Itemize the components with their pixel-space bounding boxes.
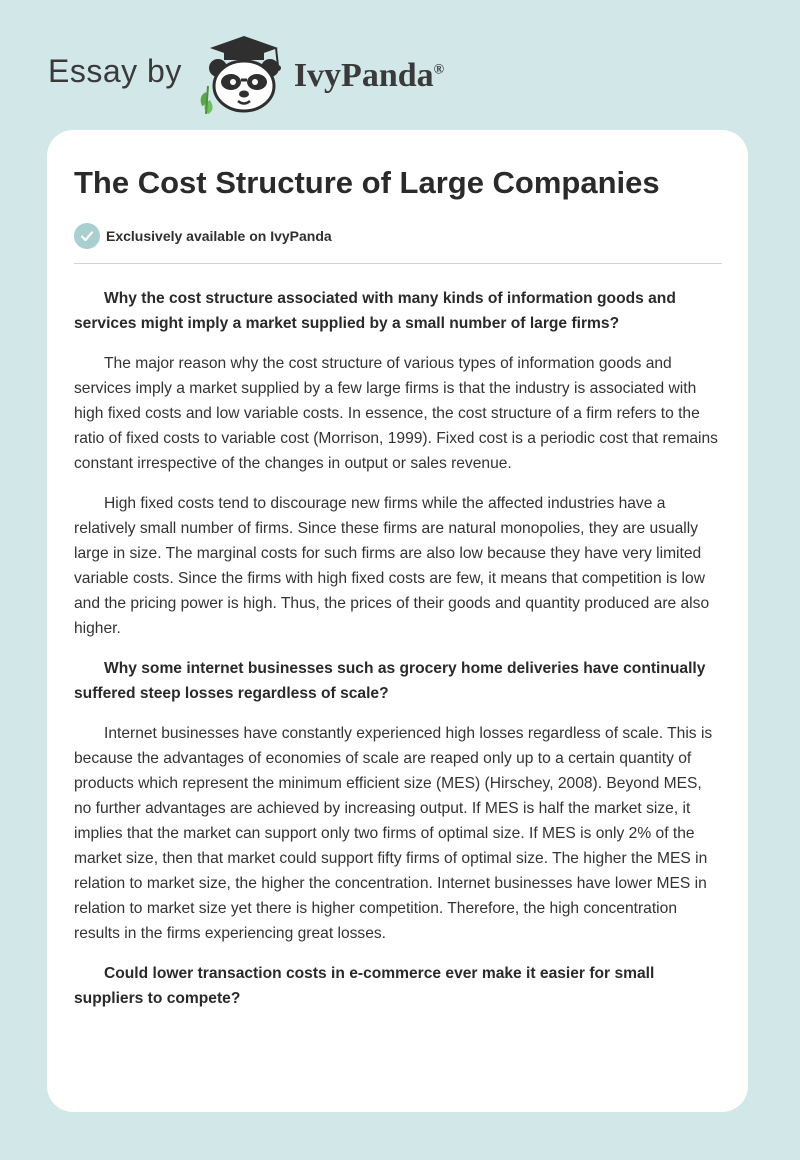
essay-content: [74, 286, 722, 1011]
body-paragraph: High fixed costs tend to discourage new firms while the affected industries have a relatively small number of firms. Since these firms are natural monopolies, they are usually large in size. The marginal costs for such firms are also low because they have very limited variable costs. Since the firms with high fixed costs are few, it means that competition is low and the pricing power is high. Thus, the prices of their goods and quantity produced are also higher.: [74, 495, 710, 638]
exclusive-badge: [74, 223, 722, 249]
body-paragraph: The major reason why the cost structure of various types of information goods and services imply a market supplied by a few large firms is that the industry is associated with high fixed costs and low variable costs. In essence, the cost structure of a firm refers to the ratio of fixed costs to variable cost (Morrison, 1999). Fixed cost is a periodic cost that remains constant irrespective of the changes in output or sales revenue.: [74, 355, 718, 473]
exclusive-label: Exclusively available on IvyPanda: [106, 228, 332, 245]
brand-name: IvyPanda®: [293, 57, 445, 94]
question-paragraph: Why the cost structure associated with many kinds of information goods and services might imply a market supplied by a small number of large firms?: [74, 290, 676, 333]
body-paragraph: Internet businesses have constantly experienced high losses regardless of scale. This is because the advantages of economies of scale are reaped only up to a certain quantity of products which represent the minimum efficient size (MES) (Hirschey, 2008). Beyond MES, no further advantages are achieved by increasing output. If MES is half the market size, it implies that the market can support only two firms of optimal size. If MES is only 2% of the market size, then that market could support fifty firms of optimal size. The higher the MES in relation to market size, the higher the concentration. Internet businesses have lower MES in relation to market size yet there is higher competition. Therefore, the high concentration results in the firms experiencing great losses.: [74, 725, 713, 943]
essay-card: [47, 130, 748, 1112]
page-title: The Cost Structure of Large Companies: [74, 165, 660, 200]
check-icon: [74, 223, 100, 249]
divider: [74, 263, 722, 264]
question-paragraph: Why some internet businesses such as grocery home deliveries have continually suffered steep losses regardless of scale?: [74, 660, 706, 703]
site-header: [48, 34, 444, 114]
registered-mark: ®: [433, 62, 445, 78]
essay-by-label: Essay by: [48, 52, 182, 89]
question-paragraph: Could lower transaction costs in e-commerce ever make it easier for small suppliers to compete?: [74, 965, 655, 1008]
ivypanda-panda-logo-icon: [196, 34, 292, 114]
